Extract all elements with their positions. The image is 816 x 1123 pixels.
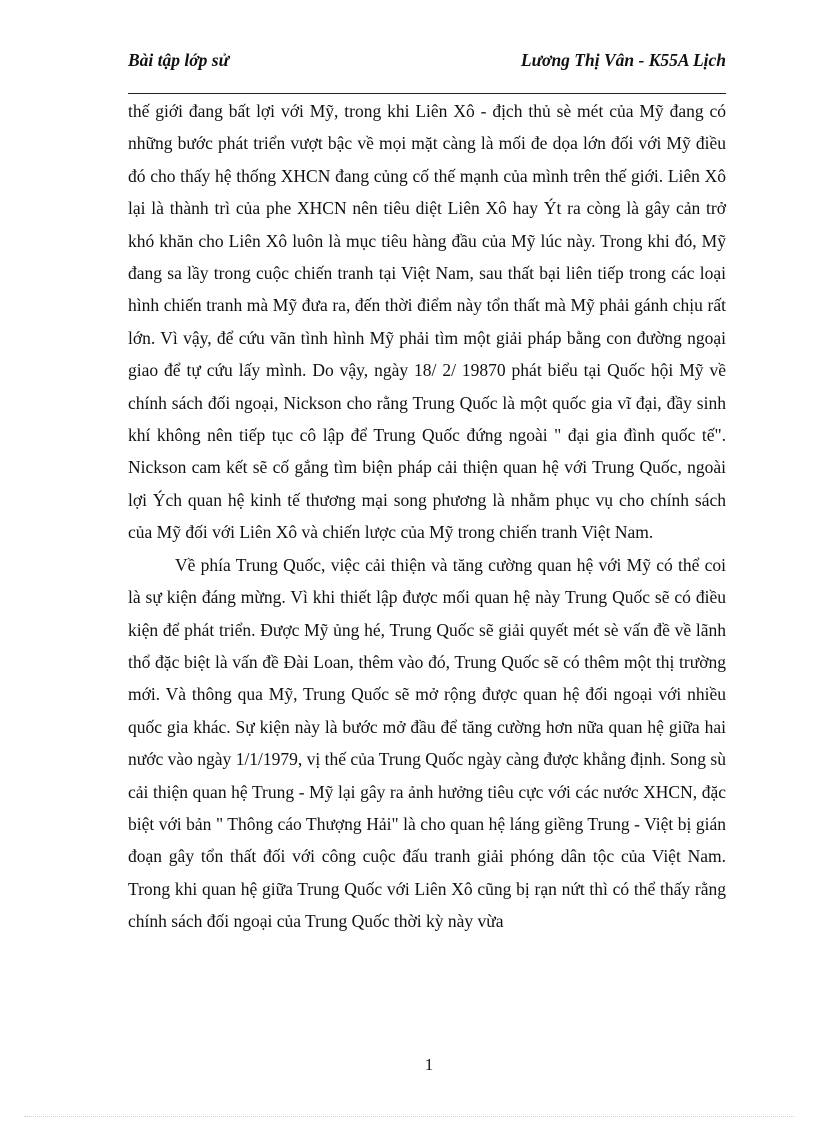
document-body [128, 95, 726, 938]
page-bottom-edge [24, 1116, 794, 1117]
paragraph-continued: thế giới đang bất lợi với Mỹ, trong khi Liên Xô - địch thủ sè mét của Mỹ đang có những bước phát triển vượt bậc về mọi mặt càng là mối đe dọa lớn đối với Mỹ điều đó cho thấy hệ thống XHCN đang củng cố thế mạnh của mình trên thế giới. Liên Xô lại là thành trì của phe XHCN nên tiêu diệt Liên Xô hay Ýt ra còng là gây cản trở khó khăn cho Liên Xô luôn là mục tiêu hàng đầu của Mỹ lúc này. Trong khi đó, Mỹ đang sa lầy trong cuộc chiến tranh tại Việt Nam, sau thất bại liên tiếp trong các loại hình chiến tranh mà Mỹ đưa ra, đến thời điểm này tổn thất mà Mỹ phải gánh chịu rất lớn. Vì vậy, để cứu vãn tình hình Mỹ phải tìm một giải pháp bằng con đường ngoại giao để tự cứu lấy mình. Do vậy, ngày 18/ 2/ 19870 phát biểu tại Quốc hội Mỹ về chính sách đối ngoại, Nickson cho rằng Trung Quốc là một quốc gia vĩ đại, đầy sinh khí không nên tiếp tục cô lập để Trung Quốc đứng ngoài " đại gia đình quốc tế". Nickson cam kết sẽ cố gắng tìm biện pháp cải thiện quan hệ với Trung Quốc, ngoài lợi Ých quan hệ kinh tế thương mại song phương là nhằm phục vụ cho chính sách của Mỹ đối với Liên Xô và chiến lược của Mỹ trong chiến tranh Việt Nam. [128, 101, 726, 543]
header-course-title: Bài tập lớp sử [128, 50, 230, 70]
page-number: 1 [424, 1055, 434, 1074]
header-divider [128, 93, 726, 94]
header-author: Lương Thị Vân - K55A Lịch [520, 50, 726, 70]
page-header [128, 49, 726, 93]
paragraph-china-perspective: Về phía Trung Quốc, việc cải thiện và tăng cường quan hệ với Mỹ có thể coi là sự kiện đáng mừng. Vì khi thiết lập được mối quan hệ này Trung Quốc sẽ có điều kiện để phát triển. Được Mỹ ủng hé, Trung Quốc sẽ giải quyết mét sè vấn đề về lãnh thổ đặc biệt là vấn đề Đài Loan, thêm vào đó, Trung Quốc sẽ có thêm một thị trường mới. Và thông qua Mỹ, Trung Quốc sẽ mở rộng được quan hệ đối ngoại với nhiều quốc gia khác. Sự kiện này là bước mở đầu để tăng cường hơn nữa quan hệ giữa hai nước vào ngày 1/1/1979, vị thế của Trung Quốc ngày càng được khẳng định. Song sù cải thiện quan hệ Trung - Mỹ lại gây ra ảnh hưởng tiêu cực với các nước XHCN, đặc biệt với bản " Thông cáo Thượng Hải" là cho quan hệ láng giềng Trung - Việt bị gián đoạn gây tổn thất đối với công cuộc đấu tranh giải phóng dân tộc của Việt Nam. Trong khi quan hệ giữa Trung Quốc với Liên Xô cũng bị rạn nứt thì có thể thấy rằng chính sách đối ngoại của Trung Quốc thời kỳ này vừa [128, 554, 726, 932]
